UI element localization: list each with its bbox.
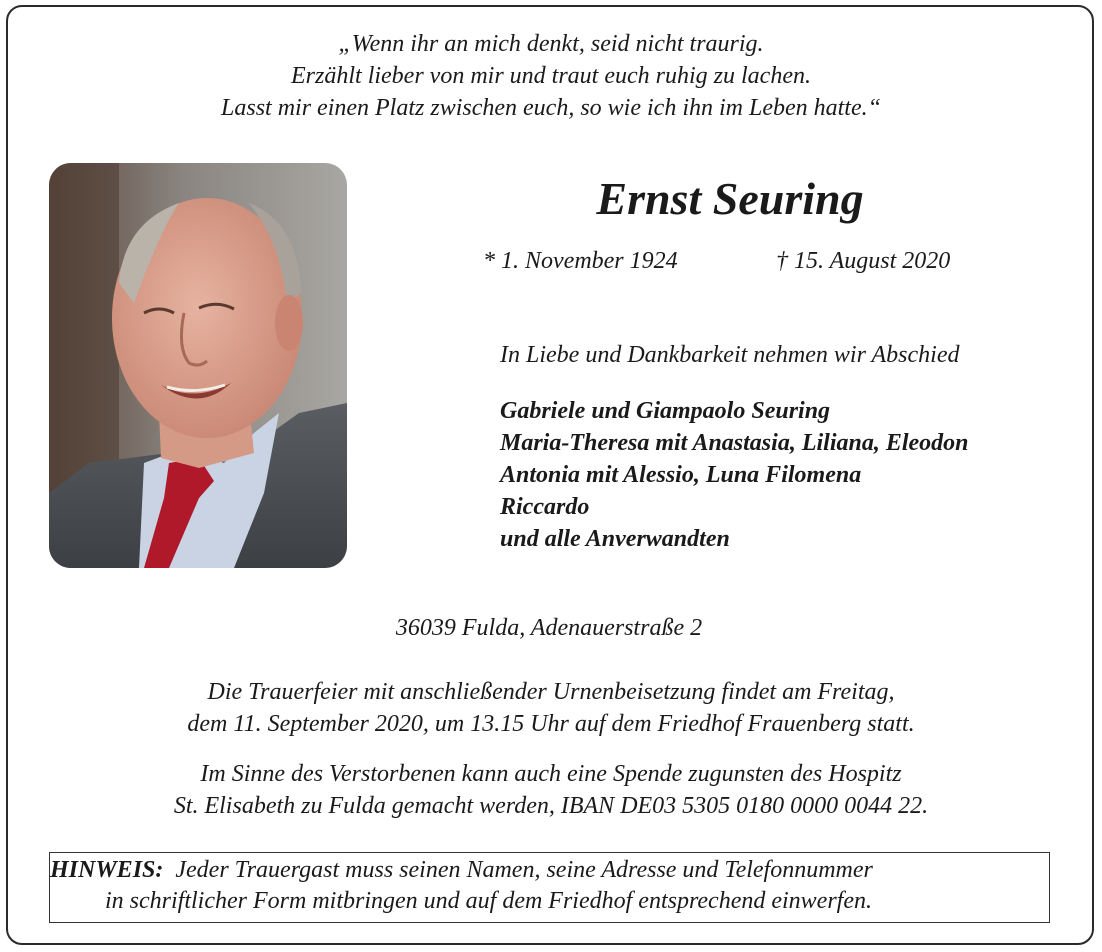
ceremony-info [0,676,1102,740]
notice-line-1: Jeder Trauergast muss seinen Namen, seine Adresse und Telefonnummer [175,857,873,883]
notice-label: HINWEIS: [50,857,164,883]
quote-block [0,28,1102,124]
address: 36039 Fulda, Adenauerstraße 2 [395,615,703,641]
donation-info [0,758,1102,822]
mourners-list [500,395,969,555]
donation-line-1: Im Sinne des Verstorbenen kann auch eine Spende zugunsten des Hospitz [200,761,902,787]
portrait-photo [49,163,347,568]
mourner-line: Maria-Theresa mit Anastasia, Liliana, Eleodon [500,430,969,456]
farewell-line: In Liebe und Dankbarkeit nehmen wir Abschied [500,342,960,368]
mourner-line: Antonia mit Alessio, Luna Filomena [500,462,862,488]
mourner-line: und alle Anverwandten [500,526,730,552]
mourner-line: Gabriele und Giampaolo Seuring [500,398,831,424]
quote-line-2: Erzählt lieber von mir und traut euch ruhig zu lachen. [291,63,811,89]
ceremony-line-2: dem 11. September 2020, um 13.15 Uhr auf dem Friedhof Frauenberg statt. [187,711,915,737]
deceased-name: Ernst Seuring [596,173,864,224]
quote-line-3: Lasst mir einen Platz zwischen euch, so wie ich ihn im Leben hatte.“ [221,95,881,121]
donation-line-2: St. Elisabeth zu Fulda gemacht werden, IBAN DE03 5305 0180 0000 0044 22. [173,793,929,819]
birth-date: * 1. November 1924 [483,248,678,274]
quote-line-1: „Wenn ihr an mich denkt, seid nicht traurig. [338,31,764,57]
notice-line-2: in schriftlicher Form mitbringen und auf dem Friedhof entsprechend einwerfen. [105,888,872,914]
notice-box [49,852,1050,923]
death-date: † 15. August 2020 [776,248,951,274]
ceremony-line-1: Die Trauerfeier mit anschließender Urnenbeisetzung findet am Freitag, [207,679,895,705]
mourner-line: Riccardo [500,494,590,520]
